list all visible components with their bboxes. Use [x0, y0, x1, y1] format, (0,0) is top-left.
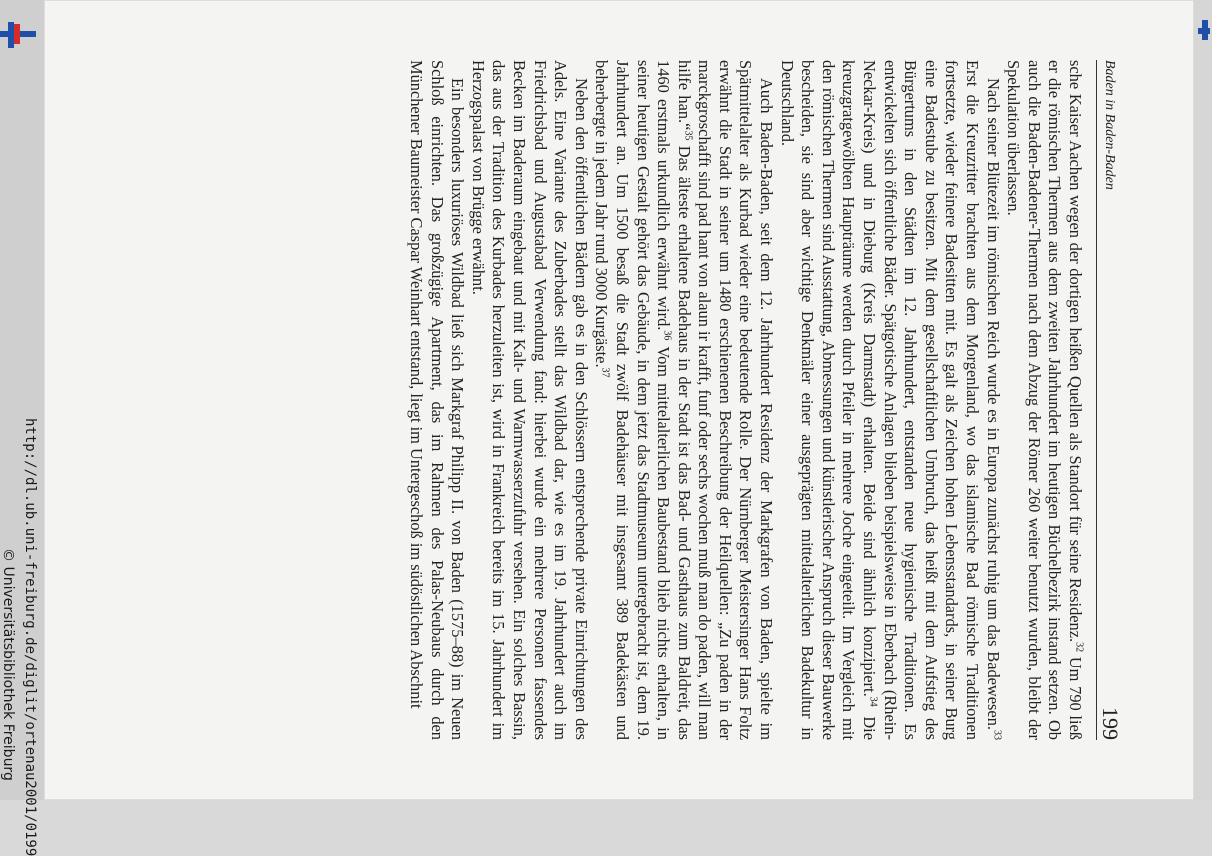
text-run: Erst die Kreuzritter brachten aus dem Morgenland, wo das islamische Bad römische Traditionen fortsetzte, wieder feinere Badesitten mit. Es galt als Zeichen hohen Lebensstandards, in seiner Burg eine Badestube zu besitzen. Mit dem gesellschaftlichen Umbruch, das heißt mit dem Aufstieg des Bürgertums in den Städten im 12. Jahrhundert, entstanden neue hygienische Traditionen. Es entwickelten sich öffentliche Bäder. Spätgotische Anlagen blieben beispielsweise in Eberbach (Rhein-Neckar-Kreis) und in Dieburg (Kreis Darmstadt) erhalten. Beide sind ähnlich konzipiert. [860, 60, 983, 740]
footnote-marker: 34 [867, 696, 879, 707]
paragraph [1003, 60, 1085, 740]
text-run: Ein besonders luxuriöses Wildbad ließ sich Markgraf Philipp II. von Baden (1575–88) im Neuen Schloß einrichten. Das großzügige Apartment, das im Rahmen des Palas-Neubaus durch den Münchener Baumeister Caspar Weinhart entstand, liegt im Untergeschoß im südöstlichen Abschnit [407, 60, 468, 740]
text-run: Nach seiner Blütezeit im römischen Reich wurde es in Europa zunächst ruhig um das Badewesen. [983, 78, 1003, 730]
text-run: Auch Baden-Baden, seit dem 12. Jahrhundert Residenz der Markgrafen von Baden, spielte im Spätmittelalter als Kurbad wieder eine bedeutende Rolle. Der Nürnberger Meistersinger Hans Foltz erwähnt die Stadt in seiner um 1480 erschienenen Beschreibung der Heilquellen: „Zu paden in der marckgroschafft sind pad hant von alaun ir krafft, funf oder sechs wochen muß man do paden, will man hilfe han.“ [674, 60, 777, 740]
running-header [1096, 60, 1123, 740]
source-url[interactable]: http://dl.ub.uni-freiburg.de/diglit/ortenau2001/0199 [22, 418, 38, 856]
scanned-page [44, 0, 1194, 800]
page-number: 199 [1098, 707, 1123, 740]
copyright-notice: © Universitätsbibliothek Freiburg [0, 548, 16, 781]
footnote-marker: 32 [1073, 642, 1085, 653]
paragraph [591, 60, 776, 740]
scan-corner-marker-right-icon [1198, 20, 1210, 42]
scan-margin-right [1194, 0, 1212, 800]
text-run: Vom mittelalterlichen Baubestand blieb nichts erhalten, in seiner heutigen Gestalt gehört das Gebäude, in dem jetzt das Stadtmuseum untergebracht ist, dem 19. Jahrhundert an. Um 1500 besaß die Stadt zwölf Badehäuser mit insgesamt 389 Badekästen und beherbergte in jedem Jahr rund 3000 Kurgäste. [592, 60, 674, 740]
page-content-rotated [119, 60, 1123, 741]
text-run: Neben den öffentlichen Bädern gab es in den Schlössern entsprechende private Einrichtungen des Adels. Eine Variante des Zuberbades stellt das Wildbad dar, wie es im 19. Jahrhundert auch im Friedrichsbad und Augustabad Verwendung fand: hierbei wurde ein mehrere Personen fassendes Becken im Baderaum eingebaut und mit Kalt- und Warmwasserzufuhr versehen. Ein solches Bassin, das aus der Tradition des Kurbades herzuleiten ist, wird in Frankreich bereits im 15. Jahrhundert im Herzogspalast von Brügge erwähnt. [468, 60, 591, 740]
running-title: Baden in Baden-Baden [1102, 60, 1117, 190]
footnote-marker: 35 [682, 130, 694, 141]
footnote-marker: 37 [599, 367, 611, 378]
body-text [405, 60, 1085, 740]
paragraph [467, 60, 591, 740]
scan-corner-marker-left-icon [0, 22, 40, 50]
text-run: sche Kaiser Aachen wegen der dortigen heißen Quellen als Standort für seine Residenz. [1066, 60, 1085, 643]
text-run: Das älteste erhaltene Badehaus in der Stadt ist das Bad- und Gasthaus zum Baldreit, das 1460 erstmals urkundlich erwähnt wird. [654, 60, 694, 740]
text-run: Um 790 ließ er die römischen Thermen aus dem zweiten Jahrhundert im heutigen Büchelbezirk instand setzen. Ob auch die Baden-Badener-Thermen nach dem Abzug der Römer 260 weiter benutzt wurden, bleibt der Spekulation überlassen. [1004, 60, 1085, 741]
paragraph [776, 60, 1003, 740]
footnote-marker: 33 [991, 730, 1003, 740]
footnote-marker: 36 [661, 330, 673, 341]
paragraph [405, 60, 467, 740]
text-run: Die kreuzgratgewölbten Haupträume werden durch Pfeiler in mehrere Joche eingeteilt. Im Vergleich mit den römischen Thermen sind Ausstattung, Abmessungen und künstlerischer Anspruch dieser Bauwerke bescheiden, sie sind aber wichtige Denkmäler einer ausgeprägten mittelalterlichen Badekultur in Deutschland. [777, 60, 880, 740]
